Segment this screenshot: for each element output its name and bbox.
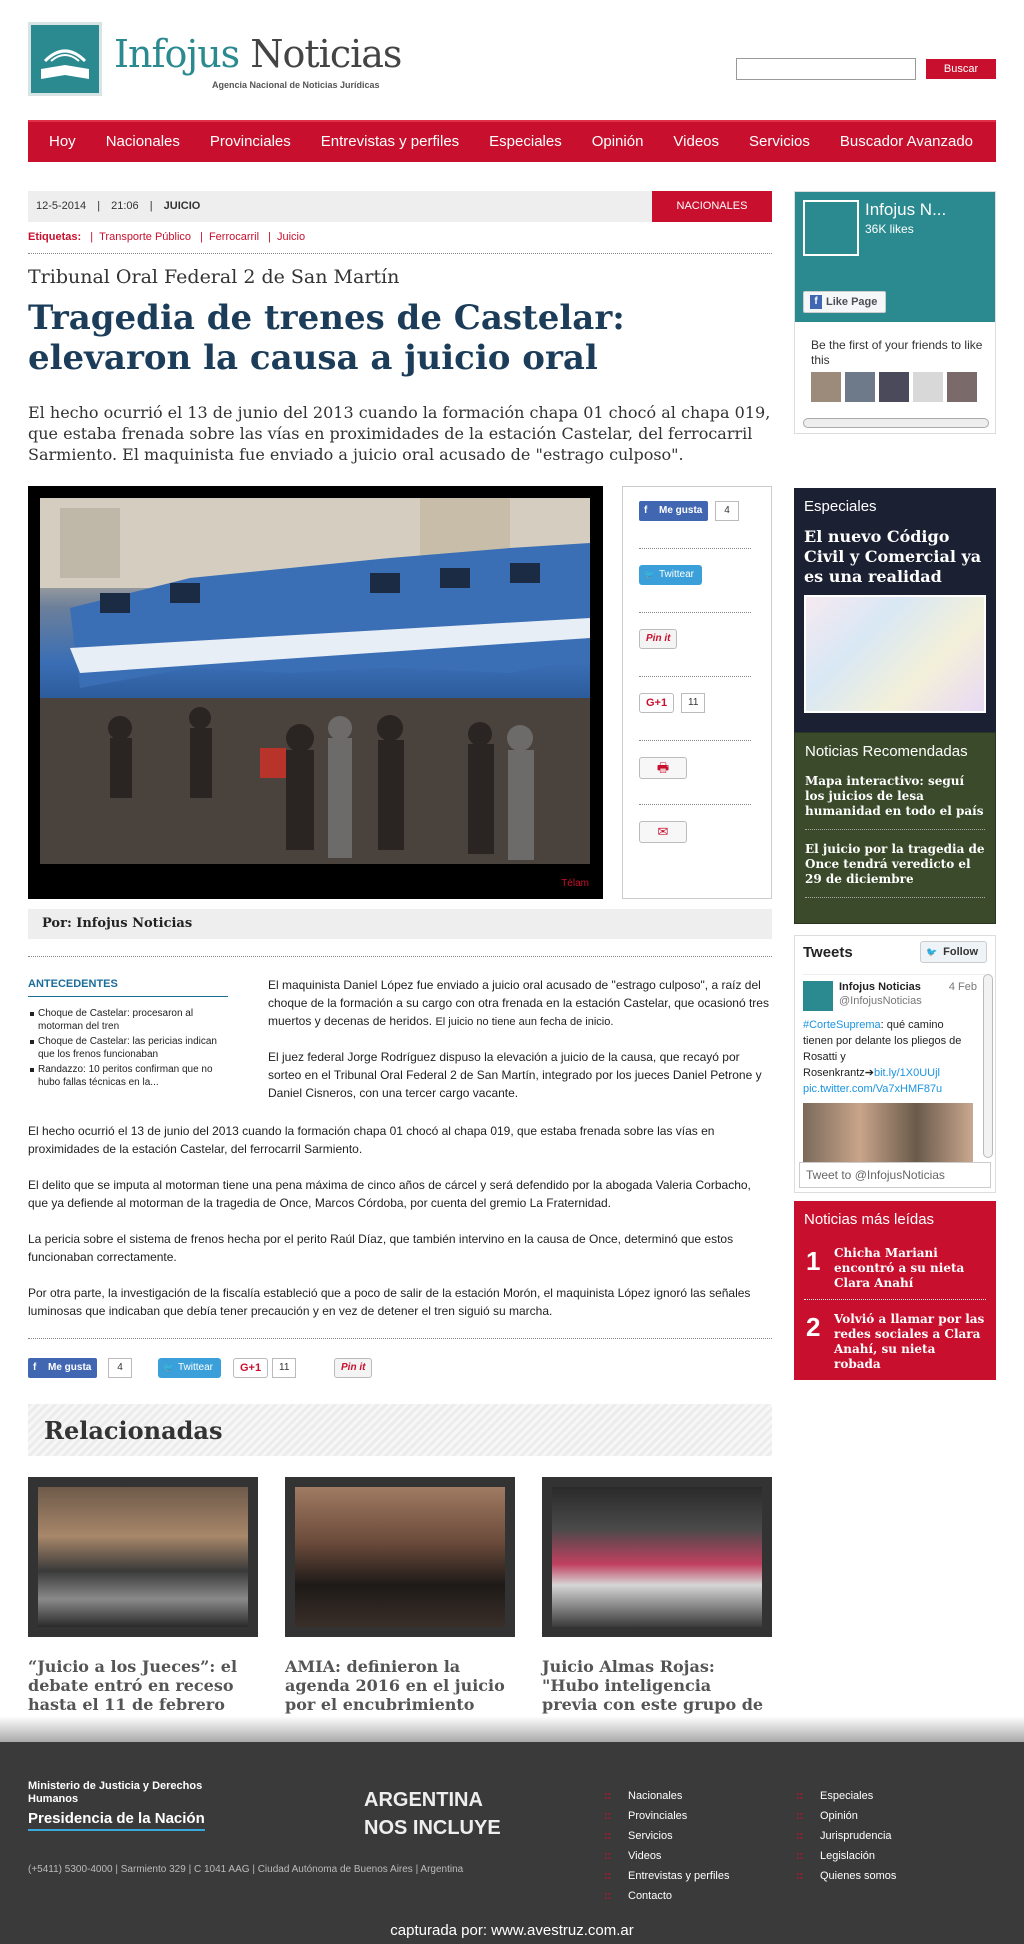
tag-link[interactable]: Ferrocarril	[208, 231, 260, 243]
bottom-share-bar	[28, 1358, 772, 1382]
book-sun-icon	[31, 25, 99, 93]
antecedente-link[interactable]: Randazzo: 10 peritos confirman que no hubo fallas técnicas en la...	[38, 1063, 228, 1089]
especiales-label: Especiales	[804, 498, 877, 515]
antecedentes-box	[28, 978, 228, 1091]
mas-leidas-label: Noticias más leídas	[804, 1211, 935, 1228]
facebook-like-button[interactable]: f Me gusta	[639, 501, 708, 521]
paragraph-text: El maquinista Daniel López fue enviado a juicio oral acusado de "estrago culposo", a raíz del choque de la formación a su cargo con otra frenada en la estación Castelar, que ocasionó tres muertos y decenas de heridos.	[268, 978, 769, 1028]
related-title[interactable]: Juicio Almas Rojas: "Hubo inteligencia previa con este grupo de	[542, 1657, 764, 1714]
avatar[interactable]	[845, 372, 875, 402]
train-crash-image	[40, 498, 590, 864]
share-row-mail	[639, 807, 751, 869]
facebook-like-page-button[interactable]: f Like Page	[803, 291, 886, 313]
printer-icon[interactable]: 🖶	[639, 757, 687, 779]
especiales-image[interactable]	[804, 595, 986, 713]
antecedente-link[interactable]: Choque de Castelar: las pericias indican que los frenos funcionaban	[38, 1035, 228, 1061]
tweet-hashtag[interactable]: #CorteSuprema	[803, 1019, 881, 1031]
footer-fade	[0, 1716, 1024, 1742]
nav-item-servicios[interactable]: Servicios	[749, 133, 810, 150]
footer-link[interactable]: :: Contacto	[604, 1886, 729, 1906]
tags-label: Etiquetas:	[28, 231, 82, 243]
avatar[interactable]	[811, 372, 841, 402]
envelope-icon[interactable]: ✉	[639, 821, 687, 843]
argentina-line-2: NOS INCLUYE	[364, 1817, 501, 1839]
gplus-count: 11	[681, 693, 705, 713]
logo-second: Noticias	[250, 32, 402, 76]
logo-main: Infojus	[114, 32, 240, 76]
mas-leida-link[interactable]: Volvió a llamar por las redes sociales a Clara Anahí, su nieta robada	[834, 1312, 985, 1371]
article-lead: El hecho ocurrió el 13 de junio del 2013 cuando la formación chapa 01 chocó al chapa 019, que estaba frenada sobre las vías en proximidades de la estación Castelar, del ferrocarril Sarmiento. El maquinista fue enviado a juicio oral acusado de "estrago culposo".	[28, 403, 771, 464]
footer-link[interactable]: :: Nacionales	[604, 1786, 729, 1806]
search-input[interactable]	[736, 58, 916, 80]
footer-links-col1	[604, 1786, 729, 1906]
recomendadas-box	[794, 732, 996, 924]
article-date: 12-5-2014	[36, 200, 87, 212]
article-paragraph: El juez federal Jorge Rodríguez dispuso la elevación a juicio de la causa, que recayó por sorteo en el Tribunal Oral Federal 2 de San Martín, integrado por los jueces Daniel Petrone y Daniel Cisneros, con una tercer cargo vacante.	[268, 1050, 762, 1100]
divider	[28, 956, 772, 957]
footer-links-col2	[796, 1786, 896, 1886]
share-row-pinterest	[639, 615, 751, 677]
share-row-print	[639, 743, 751, 805]
paragraph-note: El juicio no tiene aun fecha de inicio.	[435, 1016, 614, 1028]
divider	[28, 1338, 772, 1339]
pinterest-button[interactable]: Pin it	[639, 629, 677, 649]
footer-link[interactable]: :: Jurisprudencia	[796, 1826, 896, 1846]
footer-link[interactable]: :: Entrevistas y perfiles	[604, 1866, 729, 1886]
mas-leida-item[interactable]	[804, 1246, 986, 1300]
related-title[interactable]: “Juicio a los Jueces”: el debate entró en receso hasta el 11 de febrero	[28, 1657, 238, 1714]
related-card[interactable]	[28, 1477, 258, 1714]
footer-link[interactable]: :: Legislación	[796, 1846, 896, 1866]
facebook-like-button[interactable]: f Me gusta	[28, 1358, 97, 1378]
capture-credit: capturada por: www.avestruz.com.ar	[390, 1922, 634, 1939]
footer-link[interactable]: :: Opinión	[796, 1806, 896, 1826]
tweet-link[interactable]: bit.ly/1X0UUjl	[873, 1067, 940, 1079]
photo-credit: Télam	[561, 878, 589, 889]
tweet-to-input[interactable]: Tweet to @InfojusNoticias	[799, 1162, 991, 1188]
tweet	[803, 974, 985, 1164]
antecedentes-title: ANTECEDENTES	[28, 978, 228, 997]
footer-link[interactable]: :: Especiales	[796, 1786, 896, 1806]
footer-link[interactable]: :: Provinciales	[604, 1806, 729, 1826]
mas-leida-number: 2	[806, 1312, 821, 1342]
tweet-author[interactable]: Infojus Noticias	[839, 981, 921, 993]
facebook-friend-thumbs	[811, 372, 977, 402]
facebook-like-count: 4	[715, 501, 739, 521]
article-section: JUICIO	[163, 200, 201, 212]
footer-link[interactable]: :: Quienes somos	[796, 1866, 896, 1886]
article-paragraph: Por otra parte, la investigación de la fiscalía estableció que a poco de salir de la estación Morón, el maquinista López ignoró las señales luminosas que indicaban que debía tener precaución y en vez de detener el tren siguió su marcha.	[28, 1286, 751, 1318]
presidencia-logo[interactable]: Presidencia de la Nación	[28, 1810, 205, 1831]
ministerio-logo[interactable]: Ministerio de Justicia y Derechos Humanos	[28, 1780, 203, 1805]
logo-text[interactable]	[114, 32, 401, 76]
mas-leida-item[interactable]	[804, 1312, 986, 1380]
especiales-title[interactable]: El nuevo Código Civil y Comercial ya es una realidad	[804, 527, 982, 586]
gplus-button[interactable]: G+1	[639, 693, 674, 713]
avatar[interactable]	[879, 372, 909, 402]
tweet-text	[803, 1017, 973, 1097]
article-photo-frame	[28, 486, 603, 899]
related-image[interactable]	[542, 1477, 772, 1637]
share-column	[622, 486, 772, 899]
related-title[interactable]: AMIA: definieron la agenda 2016 en el juicio por el encubrimiento	[285, 1657, 505, 1714]
nav-item-buscador[interactable]: Buscador Avanzado	[839, 133, 974, 150]
recomendadas-label: Noticias Recomendadas	[805, 743, 968, 760]
footer-address: (+5411) 5300-4000 | Sarmiento 329 | C 1041 AAG | Ciudad Autónoma de Buenos Aires | Argentina	[28, 1864, 464, 1875]
main-nav	[28, 120, 996, 162]
article-paragraph: El hecho ocurrió el 13 de junio del 2013 cuando la formación chapa 01 chocó al chapa 019, que estaba frenada sobre las vías en proximidades de la estación Castelar, del ferrocarril Sarmiento.	[28, 1124, 715, 1156]
article-paragraph: El delito que se imputa al motorman tiene una pena máxima de cinco años de cárcel y será defendido por la abogada Valeria Corbacho, que ya defiende al motorman de la tragedia de Once, Marcos Córdoba, por cuenta del gremio La Fraternidad.	[28, 1178, 751, 1210]
mas-leida-number: 1	[806, 1246, 821, 1276]
logo-icon[interactable]	[28, 22, 102, 96]
tag-link[interactable]: Juicio	[277, 231, 306, 243]
article-paragraph: La pericia sobre el sistema de frenos hecha por el perito Raúl Díaz, que también intervino en la causa de Once, determinó que estos funcionaban correctamente.	[28, 1232, 734, 1264]
facebook-cover[interactable]	[795, 192, 995, 322]
tweet-date[interactable]: 4 Feb	[948, 981, 977, 993]
especiales-box	[794, 488, 996, 733]
facebook-friends-text: Be the first of your friends to like this	[811, 338, 983, 367]
article-paragraph	[268, 976, 772, 1031]
nav-item-entrevistas[interactable]: Entrevistas y perfiles	[320, 133, 460, 150]
vertical-scrollbar[interactable]	[983, 974, 993, 1158]
site-header	[28, 22, 996, 102]
related-image[interactable]	[285, 1477, 515, 1637]
nav-item-provinciales[interactable]: Provinciales	[209, 133, 291, 150]
twitter-share-button[interactable]: 🐦 Twittear	[158, 1358, 221, 1378]
tweet-body: : qué camino tienen por delante los pliegos de Rosatti y Rosenkrantz➔	[803, 1019, 962, 1079]
recomendada-link[interactable]: El juicio por la tragedia de Once tendrá veredicto el 29 de diciembre	[805, 842, 985, 898]
facebook-page-name[interactable]: Infojus N...	[865, 200, 947, 219]
related-image[interactable]	[28, 1477, 258, 1637]
gplus-button[interactable]: G+1	[233, 1358, 268, 1378]
article-photo[interactable]	[40, 498, 590, 864]
tag-link[interactable]: Transporte Público	[99, 231, 192, 243]
nav-item-nacionales[interactable]: Nacionales	[105, 133, 180, 150]
footer-link[interactable]: :: Videos	[604, 1846, 729, 1866]
recomendada-link[interactable]: Mapa interactivo: seguí los juicios de lesa humanidad en todo el país	[805, 774, 985, 830]
article-byline: Por: Infojus Noticias	[28, 909, 772, 939]
mas-leidas-box	[794, 1201, 996, 1380]
facebook-likes-count: 36K likes	[865, 222, 914, 236]
avatar[interactable]	[803, 981, 833, 1011]
horizontal-scrollbar[interactable]	[803, 418, 989, 428]
tags-bar: Etiquetas: | Transporte Público | Ferrocarril | Juicio	[28, 231, 772, 254]
twitter-share-button[interactable]: 🐦 Twittear	[639, 565, 702, 585]
avatar[interactable]	[913, 372, 943, 402]
nav-item-videos[interactable]: Videos	[673, 133, 720, 150]
category-badge[interactable]: NACIONALES	[652, 191, 772, 222]
article-kicker: Tribunal Oral Federal 2 de San Martín	[28, 266, 400, 288]
share-row-twitter	[639, 551, 751, 613]
search-button[interactable]: Buscar	[926, 59, 996, 79]
antecedentes-list	[28, 1007, 228, 1089]
related-card[interactable]	[542, 1477, 772, 1733]
argentina-logo[interactable]	[364, 1786, 501, 1842]
nav-item-hoy[interactable]: Hoy	[49, 133, 76, 150]
related-header: Relacionadas	[28, 1404, 772, 1456]
twitter-widget	[794, 935, 996, 1193]
article-meta: 12-5-2014 | 21:06 | JUICIO	[28, 191, 772, 222]
tweet-handle[interactable]: @InfojusNoticias	[839, 995, 922, 1007]
gplus-count: 11	[272, 1358, 296, 1378]
article-headline: Tragedia de trenes de Castelar: elevaron la causa a juicio oral	[28, 298, 625, 378]
facebook-page-widget	[794, 191, 996, 434]
tweets-label: Tweets	[803, 944, 853, 961]
mas-leida-link[interactable]: Chicha Mariani encontró a su nieta Clara Anahí	[834, 1246, 965, 1290]
facebook-like-count: 4	[108, 1358, 132, 1378]
share-row-facebook	[639, 487, 751, 549]
nav-item-opinion[interactable]: Opinión	[591, 133, 644, 150]
antecedente-link[interactable]: Choque de Castelar: procesaron al motorman del tren	[38, 1007, 228, 1033]
footer-link[interactable]: :: Servicios	[604, 1826, 729, 1846]
site-footer	[0, 1742, 1024, 1944]
tweet-image[interactable]	[803, 1103, 973, 1163]
logo-icon	[803, 200, 859, 256]
argentina-line-1: ARGENTINA	[364, 1789, 483, 1811]
logo-subtitle: Agencia Nacional de Noticias Jurídicas	[212, 80, 380, 90]
share-row-gplus	[639, 679, 751, 741]
twitter-follow-button[interactable]: 🐦 Follow	[920, 941, 987, 963]
tweet-link[interactable]: pic.twitter.com/Va7xHMF87u	[803, 1083, 943, 1095]
article-time: 21:06	[111, 200, 139, 212]
avatar[interactable]	[947, 372, 977, 402]
related-card[interactable]	[285, 1477, 515, 1714]
nav-item-especiales[interactable]: Especiales	[489, 133, 562, 150]
pinterest-button[interactable]: Pin it	[334, 1358, 372, 1378]
